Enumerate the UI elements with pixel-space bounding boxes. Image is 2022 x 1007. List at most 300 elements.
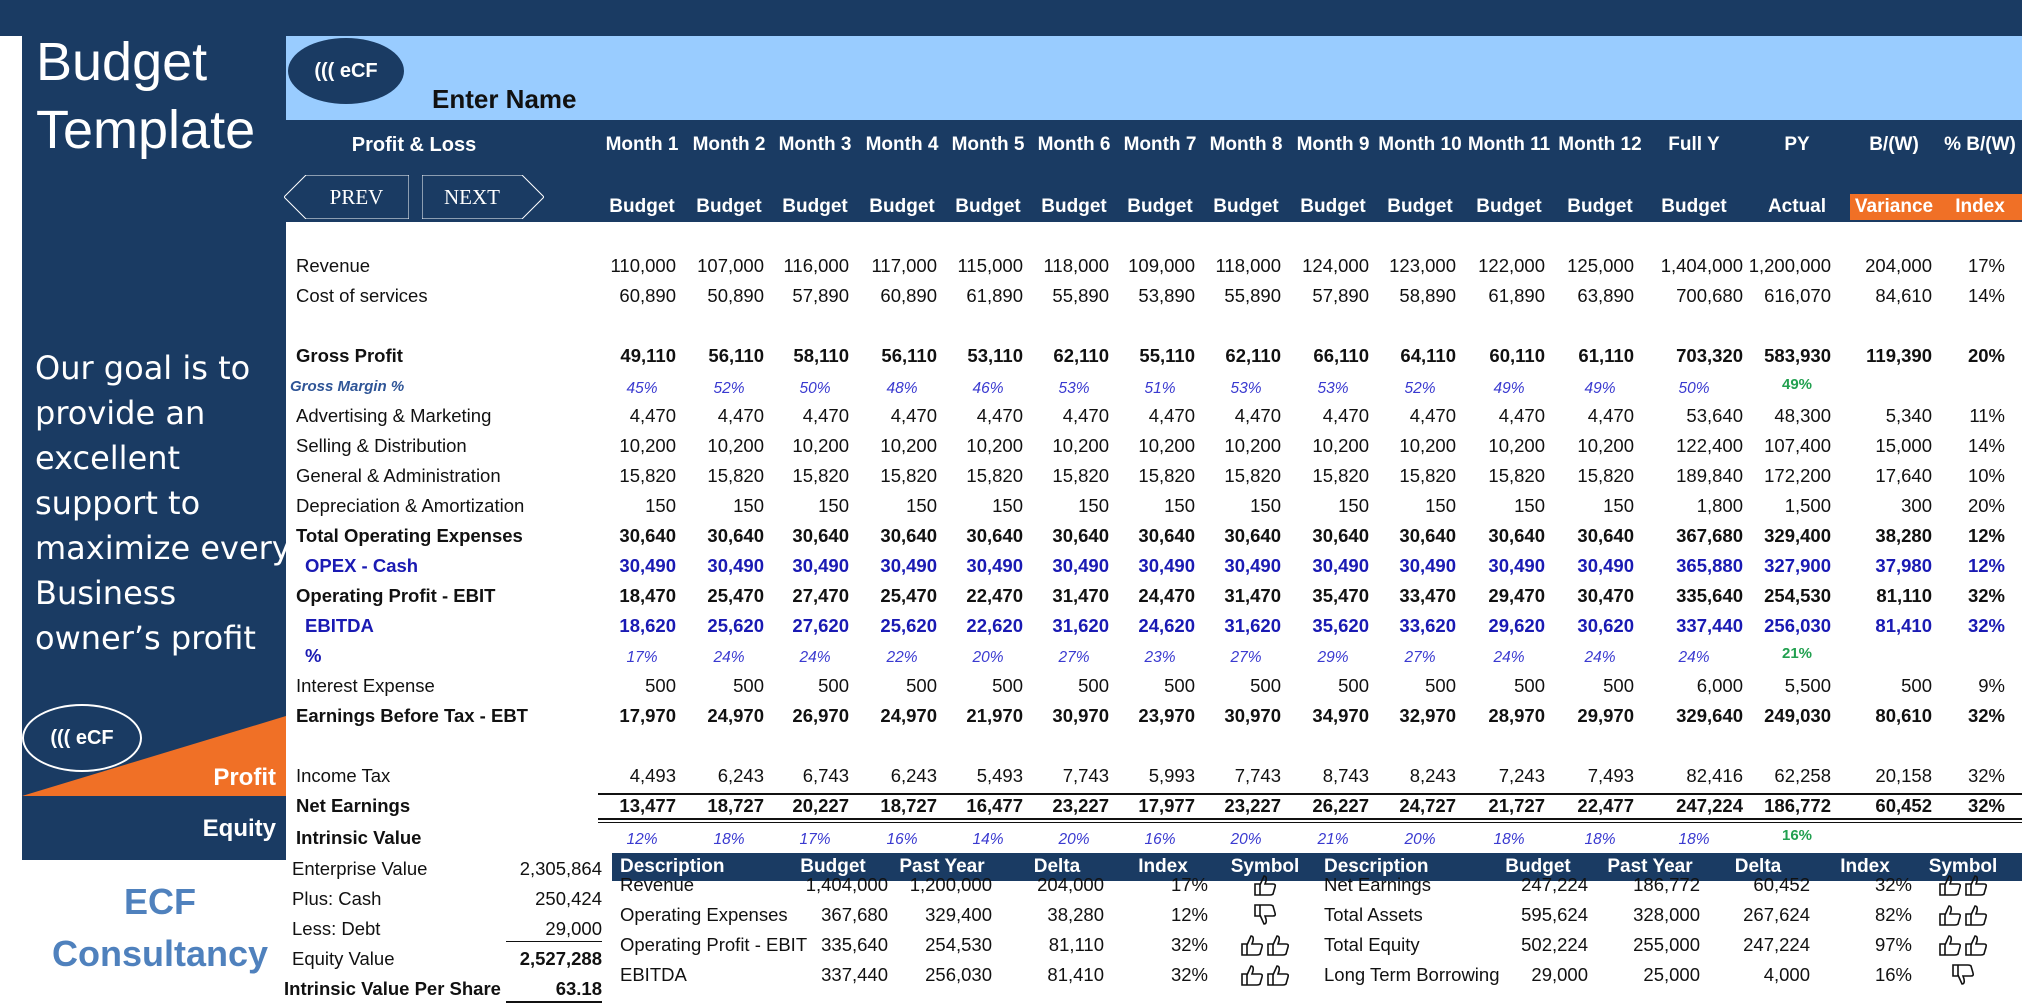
table-cell: 8,243 <box>1409 765 1456 786</box>
table-cell: 122,000 <box>1478 255 1545 276</box>
tagline-line: Our goal is to <box>35 349 251 387</box>
summary-cell-past: 1,200,000 <box>909 874 992 895</box>
header-logo <box>288 38 404 104</box>
table-cell: 4,470 <box>1062 405 1109 426</box>
summary-cell-past: 328,000 <box>1633 904 1700 925</box>
table-cell: 337,440 <box>1676 615 1743 636</box>
table-cell: 15,820 <box>619 465 676 486</box>
sidebar-tagline <box>35 346 291 661</box>
table-cell: 150 <box>645 495 676 516</box>
table-cell: 61,110 <box>1578 345 1634 366</box>
summary-cell-index: 12% <box>1170 904 1208 925</box>
table-cell: 60,890 <box>880 285 937 306</box>
table-cell: 703,320 <box>1676 345 1743 366</box>
table-cell: 17,970 <box>619 705 676 726</box>
table-cell: 7,493 <box>1587 765 1634 786</box>
table-cell: 335,640 <box>1676 585 1743 606</box>
summary-cell-budget: 247,224 <box>1521 874 1588 895</box>
table-cell: 27% <box>1058 649 1090 666</box>
table-cell: 365,880 <box>1676 555 1743 576</box>
table-cell: 82,416 <box>1686 765 1743 786</box>
table-cell: 583,930 <box>1764 345 1831 366</box>
valuation-label: Equity Value <box>292 948 395 969</box>
summary-cell-desc: Net Earnings <box>1324 874 1431 895</box>
table-cell: 63,890 <box>1577 285 1634 306</box>
summary-cell-delta: 81,410 <box>1047 964 1104 985</box>
summary-header-index: Index <box>1138 856 1188 877</box>
tagline-line: owner’s profit <box>35 619 256 657</box>
table-cell: 24,727 <box>1399 795 1456 816</box>
table-cell: 10,200 <box>1052 435 1109 456</box>
summary-header-budget: Budget <box>1505 856 1571 877</box>
table-cell: 80,610 <box>1875 705 1932 726</box>
table-cell: 30,640 <box>1312 525 1369 546</box>
table-cell: 27% <box>1230 649 1262 666</box>
table-cell: 30,490 <box>1577 555 1634 576</box>
table-cell: 6,000 <box>1696 675 1743 696</box>
table-cell: 24% <box>799 649 831 666</box>
table-cell: 35,470 <box>1312 585 1369 606</box>
table-cell: 55,890 <box>1224 285 1281 306</box>
table-cell: 10,200 <box>1138 435 1195 456</box>
row-label: Depreciation & Amortization <box>296 495 525 516</box>
column-header-month: Month 6 <box>1037 134 1111 155</box>
tab-equity[interactable] <box>160 815 276 843</box>
row-label: Intrinsic Value <box>296 827 422 848</box>
tagline-line: Business <box>35 574 177 612</box>
table-cell: 30,620 <box>1577 615 1634 636</box>
table-cell: 18% <box>713 831 745 848</box>
summary-cell-delta: 247,224 <box>1743 934 1810 955</box>
column-header-month: Month 12 <box>1558 134 1642 155</box>
table-cell: 150 <box>906 495 937 516</box>
table-cell: 15,820 <box>1577 465 1634 486</box>
table-cell: 49,110 <box>620 345 676 366</box>
table-cell: 25,620 <box>880 615 937 636</box>
table-cell: 150 <box>1425 495 1456 516</box>
table-cell: 31,620 <box>1052 615 1109 636</box>
summary-cell-desc: EBITDA <box>620 964 687 985</box>
row-label: Operating Profit - EBIT <box>296 585 496 606</box>
tab-profit[interactable] <box>160 764 276 792</box>
table-cell: 64,110 <box>1400 345 1456 366</box>
table-cell: 30,490 <box>1488 555 1545 576</box>
table-cell: 5,340 <box>1885 405 1932 426</box>
summary-cell-delta: 267,624 <box>1743 904 1810 925</box>
table-cell: 4,470 <box>1498 405 1545 426</box>
table-cell: 21,970 <box>966 705 1023 726</box>
summary-cell-budget: 1,404,000 <box>805 874 888 895</box>
table-cell: 20% <box>1967 495 2005 516</box>
table-cell: 11% <box>1969 405 2005 426</box>
table-cell: 15,820 <box>1488 465 1545 486</box>
net-earnings-top-rule <box>598 793 2022 795</box>
summary-cell-delta: 204,000 <box>1037 874 1104 895</box>
table-cell: 18,470 <box>619 585 676 606</box>
table-cell: 4,470 <box>1148 405 1195 426</box>
table-cell: 107,400 <box>1764 435 1831 456</box>
table-cell: 6,243 <box>890 765 937 786</box>
table-cell: 26,227 <box>1312 795 1369 816</box>
table-cell: 10,200 <box>1577 435 1634 456</box>
table-cell: 27% <box>1404 649 1436 666</box>
table-cell: 18% <box>1584 831 1616 848</box>
table-cell: 23,227 <box>1224 795 1281 816</box>
row-label: Cost of services <box>296 285 428 306</box>
table-cell: 15,820 <box>792 465 849 486</box>
table-cell: 500 <box>1603 675 1634 696</box>
row-label: Selling & Distribution <box>296 435 467 456</box>
table-cell: 150 <box>1603 495 1634 516</box>
table-cell: 20,227 <box>792 795 849 816</box>
table-cell: 20% <box>972 649 1004 666</box>
column-header-month: Month 11 <box>1467 134 1551 155</box>
table-cell: 17,977 <box>1138 795 1195 816</box>
table-cell: 81,110 <box>1876 585 1932 606</box>
valuation-label: Intrinsic Value Per Share <box>284 978 501 999</box>
table-cell: 50% <box>799 380 831 397</box>
summary-cell-past: 186,772 <box>1633 874 1700 895</box>
table-cell: 616,070 <box>1764 285 1831 306</box>
table-cell: 15,820 <box>1224 465 1281 486</box>
table-cell: 10,200 <box>1224 435 1281 456</box>
table-cell: 32,970 <box>1399 705 1456 726</box>
column-header-month: Month 8 <box>1209 134 1283 155</box>
table-cell: 6,243 <box>717 765 764 786</box>
subheader-budget: Budget <box>782 196 848 217</box>
summary-header-description: Description <box>620 856 725 877</box>
next-button[interactable]: NEXT <box>444 184 500 209</box>
row-label: Net Earnings <box>296 795 411 816</box>
table-cell: 20% <box>1967 345 2005 366</box>
table-cell: 62,110 <box>1053 345 1109 366</box>
table-cell: 300 <box>1901 495 1932 516</box>
summary-cell-desc: Operating Expenses <box>620 904 788 925</box>
table-cell: 4,470 <box>890 405 937 426</box>
table-cell: 52% <box>713 380 745 397</box>
table-cell: 30,640 <box>1138 525 1195 546</box>
table-cell: 107,000 <box>697 255 764 276</box>
sidebar-title-line1: Budget <box>36 32 208 92</box>
table-cell: 66,110 <box>1313 345 1369 366</box>
subheader-budget: Budget <box>1387 196 1453 217</box>
table-cell: 30,640 <box>1399 525 1456 546</box>
company-name <box>40 876 280 980</box>
summary-cell-delta: 60,452 <box>1753 874 1810 895</box>
table-cell: 60,110 <box>1489 345 1545 366</box>
table-cell: 7,243 <box>1498 765 1545 786</box>
table-cell: 1,200,000 <box>1748 255 1831 276</box>
row-label: EBITDA <box>305 615 374 636</box>
table-cell: 150 <box>818 495 849 516</box>
row-label: Gross Margin % <box>290 378 405 395</box>
thumbs-up-icon <box>1220 963 1310 987</box>
table-cell: 109,000 <box>1128 255 1195 276</box>
table-cell: 30,640 <box>792 525 849 546</box>
table-cell: 30,490 <box>1399 555 1456 576</box>
subheader-variance: Variance <box>1854 196 1934 217</box>
subheader-budget: Budget <box>1300 196 1366 217</box>
column-header-pct-bw: % B/(W) <box>1944 134 2016 155</box>
table-cell: 24,470 <box>1138 585 1195 606</box>
table-cell: 17,640 <box>1875 465 1932 486</box>
summary-header-delta: Delta <box>1033 856 1081 877</box>
summary-cell-index: 17% <box>1170 874 1208 895</box>
valuation-value: 250,424 <box>535 888 602 909</box>
column-header-month: Month 5 <box>951 134 1025 155</box>
table-cell: 500 <box>1164 675 1195 696</box>
table-cell: 21% <box>1781 645 1813 662</box>
table-cell: 150 <box>1078 495 1109 516</box>
table-cell: 55,110 <box>1139 345 1195 366</box>
table-cell: 15,000 <box>1875 435 1932 456</box>
table-cell: 117,000 <box>871 255 937 276</box>
thumbs-up-icon <box>1220 933 1310 957</box>
table-cell: 48% <box>886 380 918 397</box>
table-cell: 327,900 <box>1764 555 1831 576</box>
thumbs-down-icon <box>1220 903 1310 927</box>
table-cell: 22,477 <box>1577 795 1634 816</box>
subheader-budget: Budget <box>696 196 762 217</box>
table-cell: 53% <box>1317 380 1349 397</box>
table-cell: 30,490 <box>880 555 937 576</box>
table-cell: 35,620 <box>1312 615 1369 636</box>
subheader-budget: Budget <box>609 196 675 217</box>
table-cell: 4,470 <box>1409 405 1456 426</box>
table-cell: 18,727 <box>707 795 764 816</box>
table-cell: 500 <box>818 675 849 696</box>
table-cell: 23,227 <box>1052 795 1109 816</box>
table-cell: 122,400 <box>1676 435 1743 456</box>
table-cell: 500 <box>1425 675 1456 696</box>
table-cell: 30,490 <box>619 555 676 576</box>
table-cell: 500 <box>1901 675 1932 696</box>
table-cell: 29% <box>1317 649 1349 666</box>
table-cell: 50% <box>1678 380 1710 397</box>
summary-cell-past: 255,000 <box>1633 934 1700 955</box>
table-cell: 14% <box>1967 435 2005 456</box>
column-header-bw: B/(W) <box>1869 134 1919 155</box>
summary-cell-desc: Long Term Borrowing <box>1324 964 1500 985</box>
table-cell: 33,620 <box>1399 615 1456 636</box>
table-cell: 8,743 <box>1322 765 1369 786</box>
table-cell: 4,470 <box>629 405 676 426</box>
table-cell: 61,890 <box>966 285 1023 306</box>
row-label: Advertising & Marketing <box>296 405 492 426</box>
table-cell: 62,258 <box>1774 765 1831 786</box>
table-cell: 18,727 <box>880 795 937 816</box>
table-cell: 32% <box>1967 585 2005 606</box>
table-cell: 30,640 <box>880 525 937 546</box>
summary-cell-budget: 335,640 <box>821 934 888 955</box>
table-cell: 10,200 <box>619 435 676 456</box>
table-cell: 51% <box>1144 380 1176 397</box>
summary-header-past-year: Past Year <box>1607 856 1693 877</box>
table-cell: 30,640 <box>1577 525 1634 546</box>
table-cell: 48,300 <box>1774 405 1831 426</box>
row-label: Interest Expense <box>296 675 435 696</box>
table-cell: 30,970 <box>1224 705 1281 726</box>
table-cell: 150 <box>992 495 1023 516</box>
table-cell: 49% <box>1781 376 1813 393</box>
table-cell: 50,890 <box>707 285 764 306</box>
table-cell: 500 <box>645 675 676 696</box>
subheader-budget: Budget <box>955 196 1021 217</box>
table-cell: 30,490 <box>1138 555 1195 576</box>
net-earnings-bottom-rule-2 <box>598 822 2022 823</box>
table-cell: 30,490 <box>1224 555 1281 576</box>
table-cell: 124,000 <box>1302 255 1369 276</box>
table-cell: 84,610 <box>1875 285 1932 306</box>
table-cell: 16% <box>1781 827 1813 844</box>
table-cell: 15,820 <box>1052 465 1109 486</box>
table-cell: 27,470 <box>792 585 849 606</box>
table-cell: 30,470 <box>1577 585 1634 606</box>
table-cell: 123,000 <box>1389 255 1456 276</box>
summary-cell-delta: 4,000 <box>1763 964 1810 985</box>
table-cell: 27,620 <box>792 615 849 636</box>
table-cell: 25,620 <box>707 615 764 636</box>
subheader-budget: Budget <box>1127 196 1193 217</box>
summary-header-symbol: Symbol <box>1928 856 1998 877</box>
table-cell: 4,470 <box>1322 405 1369 426</box>
subheader-budget: Budget <box>1041 196 1107 217</box>
table-cell: 24,620 <box>1138 615 1195 636</box>
tagline-line: excellent <box>35 439 181 477</box>
table-cell: 25,470 <box>880 585 937 606</box>
row-label: Total Operating Expenses <box>296 525 523 546</box>
thumbs-up-icon <box>1220 873 1310 897</box>
table-cell: 4,470 <box>976 405 1023 426</box>
table-cell: 29,470 <box>1488 585 1545 606</box>
table-cell: 116,000 <box>783 255 849 276</box>
subheader-index: Index <box>1955 196 2005 217</box>
table-cell: 61,890 <box>1488 285 1545 306</box>
table-cell: 204,000 <box>1865 255 1932 276</box>
tab-equity-label: Equity <box>202 815 276 842</box>
summary-cell-index: 82% <box>1874 904 1912 925</box>
thumbs-up-icon <box>1912 903 2014 927</box>
table-cell: 20,158 <box>1875 765 1932 786</box>
thumbs-up-icon <box>1912 873 2014 897</box>
summary-cell-index: 97% <box>1874 934 1912 955</box>
row-label: Gross Profit <box>296 345 403 366</box>
table-cell: 81,410 <box>1875 615 1932 636</box>
thumbs-up-icon <box>1912 933 2014 957</box>
top-band <box>0 0 2022 36</box>
table-cell: 118,000 <box>1043 255 1109 276</box>
subheader-budget: Budget <box>1567 196 1633 217</box>
table-cell: 15,820 <box>880 465 937 486</box>
column-header-full-year: Full Y <box>1668 134 1720 155</box>
column-header-month: Month 9 <box>1296 134 1370 155</box>
summary-cell-delta: 38,280 <box>1047 904 1104 925</box>
table-cell: 20% <box>1404 831 1436 848</box>
table-cell: 10,200 <box>1399 435 1456 456</box>
name-input[interactable]: Enter Name <box>432 84 577 114</box>
table-cell: 38,280 <box>1875 525 1932 546</box>
summary-cell-budget: 367,680 <box>821 904 888 925</box>
table-cell: 33,470 <box>1399 585 1456 606</box>
table-cell: 1,800 <box>1696 495 1743 516</box>
row-label: Revenue <box>296 255 371 276</box>
table-cell: 30,640 <box>707 525 764 546</box>
table-cell: 14% <box>972 831 1004 848</box>
table-cell: 58,890 <box>1399 285 1456 306</box>
sidebar-title-line2: Template <box>36 100 256 160</box>
company-name-line2: Consultancy <box>51 933 269 974</box>
row-label: Earnings Before Tax - EBT <box>296 705 528 726</box>
table-cell: 22,470 <box>966 585 1023 606</box>
table-cell: 17% <box>626 649 658 666</box>
table-cell: 150 <box>1514 495 1545 516</box>
table-cell: 31,470 <box>1224 585 1281 606</box>
table-cell: 1,500 <box>1784 495 1831 516</box>
table-cell: 22,620 <box>966 615 1023 636</box>
table-cell: 500 <box>1338 675 1369 696</box>
summary-cell-desc: Revenue <box>620 874 695 895</box>
column-header-month: Month 10 <box>1378 134 1462 155</box>
table-cell: 249,030 <box>1764 705 1831 726</box>
table-cell: 53% <box>1058 380 1090 397</box>
tab-profit-label: Profit <box>213 764 276 791</box>
summary-header-past-year: Past Year <box>899 856 985 877</box>
summary-cell-index: 32% <box>1874 874 1912 895</box>
table-cell: 12% <box>1967 525 2005 546</box>
table-cell: 49% <box>1493 380 1525 397</box>
table-cell: 46% <box>972 380 1004 397</box>
table-cell: 16,477 <box>966 795 1023 816</box>
table-cell: 4,470 <box>1234 405 1281 426</box>
table-cell: 4,470 <box>802 405 849 426</box>
table-cell: 15,820 <box>966 465 1023 486</box>
table-cell: 57,890 <box>1312 285 1369 306</box>
table-cell: 119,390 <box>1866 345 1932 366</box>
table-cell: 5,993 <box>1148 765 1195 786</box>
table-cell: 10,200 <box>880 435 937 456</box>
table-cell: 500 <box>992 675 1023 696</box>
company-name-line1: ECF <box>124 881 196 922</box>
table-cell: 60,890 <box>619 285 676 306</box>
subheader-budget: Budget <box>1213 196 1279 217</box>
table-cell: 10,200 <box>966 435 1023 456</box>
valuation-label: Less: Debt <box>292 918 381 939</box>
summary-header-description: Description <box>1324 856 1429 877</box>
table-cell: 12% <box>1967 555 2005 576</box>
table-cell: 15,820 <box>707 465 764 486</box>
table-cell: 172,200 <box>1764 465 1831 486</box>
table-cell: 5,500 <box>1784 675 1831 696</box>
table-cell: 150 <box>1164 495 1195 516</box>
table-cell: 26,970 <box>792 705 849 726</box>
table-cell: 15,820 <box>1138 465 1195 486</box>
table-cell: 500 <box>733 675 764 696</box>
table-cell: 9% <box>1978 675 2005 696</box>
table-cell: 16% <box>886 831 918 848</box>
table-cell: 189,840 <box>1676 465 1743 486</box>
table-cell: 500 <box>906 675 937 696</box>
column-header-month: Month 2 <box>692 134 766 155</box>
prev-button[interactable]: PREV <box>329 184 384 209</box>
table-cell: 30,490 <box>792 555 849 576</box>
table-cell: 17% <box>1967 255 2005 276</box>
table-cell: 150 <box>1338 495 1369 516</box>
table-cell: 30,640 <box>1224 525 1281 546</box>
table-cell: 57,890 <box>792 285 849 306</box>
subheader-budget: Budget <box>1476 196 1542 217</box>
table-cell: 10,200 <box>1488 435 1545 456</box>
table-cell: 700,680 <box>1676 285 1743 306</box>
